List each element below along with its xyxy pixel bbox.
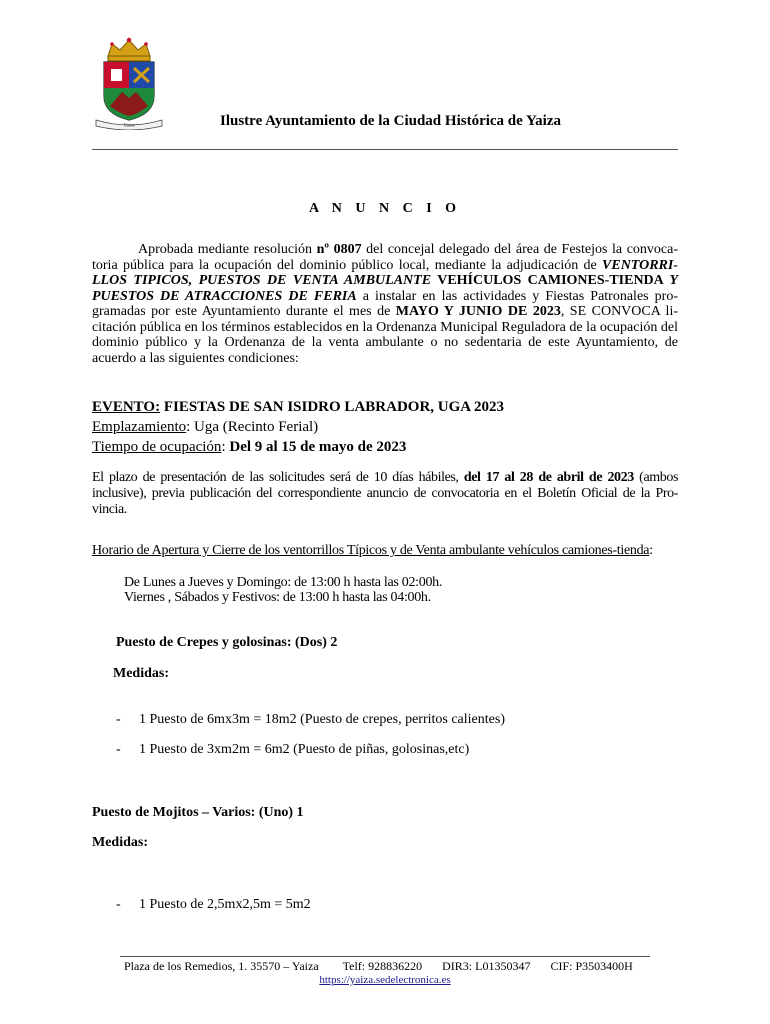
deadline-paragraph	[92, 470, 678, 518]
footer-address: Plaza de los Remedios, 1. 35570 – Yaiza	[124, 959, 319, 973]
deadline-dates: del 17 al 28 de abril de 2023	[463, 470, 634, 485]
resolution-number: nº 0807	[316, 242, 362, 257]
intro-italic-1: VENTORRI-LLOS TIPICOS, PUESTOS DE VENTA AMBULANTE	[92, 257, 678, 288]
time-colon: :	[221, 439, 230, 455]
coat-of-arms-logo	[92, 36, 166, 130]
footer-cif: CIF: P3503400H	[550, 959, 633, 973]
intro-italic-2: Y PUESTOS DE ATRACCIONES DE FERIA	[92, 273, 678, 304]
hours-heading-text: Horario de Apertura y Cierre de los ventorrillos Típicos y de Venta ambulante vehículos camiones-tienda	[92, 543, 650, 558]
location-label: Emplazamiento	[92, 419, 187, 435]
deadline-text-1: El plazo de presentación de las solicitudes será de 10 días hábiles,	[92, 470, 464, 485]
list-item: 1 Puesto de 2,5mx2,5m = 5m2	[139, 897, 311, 912]
notice-title: A N U N C I O	[308, 201, 462, 216]
shield-icon	[104, 62, 154, 120]
mojitos-measures-label: Medidas:	[92, 835, 148, 850]
list-item: 1 Puesto de 6mx3m = 18m2 (Puesto de crepes, perritos calientes)	[139, 712, 505, 727]
event-time	[92, 439, 406, 456]
event-location	[92, 419, 318, 436]
intro-bold-2: MAYO Y JUNIO DE 2023	[395, 304, 561, 319]
footer-url-link[interactable]: https://yaiza.sedelectronica.es	[319, 974, 451, 986]
list-bullet: -	[116, 897, 121, 912]
crepes-stall-title: Puesto de Crepes y golosinas: (Dos) 2	[116, 635, 338, 650]
crest-ribbon-text: Yaiza	[123, 123, 135, 129]
time-value: Del 9 al 15 de mayo de 2023	[229, 439, 407, 455]
deadline-text-2: (ambos inclusive), previa publicación del correspondiente anuncio de convocatoria en el Boletín Oficial de la Pro-vincia.	[92, 470, 678, 517]
hours-heading-colon: :	[649, 543, 653, 558]
hours-weekday: De Lunes a Jueves y Domingo: de 13:00 h hasta las 02:00h.	[124, 575, 443, 590]
header-divider	[92, 149, 678, 150]
intro-text-3: a instalar en las actividades y Fiestas Patronales pro-gramadas por este Ayuntamiento durante el mes de	[92, 288, 678, 319]
time-label: Tiempo de ocupación	[92, 439, 222, 455]
mojitos-stall-title: Puesto de Mojitos – Varios: (Uno) 1	[92, 805, 304, 820]
crepes-measures-label: Medidas:	[113, 666, 169, 681]
footer-dir3: DIR3: L01350347	[442, 959, 531, 973]
list-item: 1 Puesto de 3xm2m = 6m2 (Puesto de piñas, golosinas,etc)	[139, 742, 470, 757]
intro-text-4: , SE CONVOCA li-citación pública en los términos establecidos en la Ordenanza Municipal Reguladora de la ocupación del dominio público y la Ordenanza de la venta ambulante o no sedentaria de este Ayuntamiento, de acuerdo a las siguientes condiciones:	[92, 304, 678, 366]
event-name: FIESTAS DE SAN ISIDRO LABRADOR, UGA 2023	[160, 399, 505, 415]
crown-icon	[108, 38, 150, 61]
list-bullet: -	[116, 712, 121, 727]
ribbon-banner	[96, 120, 162, 130]
list-bullet: -	[116, 742, 121, 757]
event-label: EVENTO:	[92, 399, 161, 415]
hours-weekend: Viernes , Sábados y Festivos: de 13:00 h hasta las 04:00h.	[124, 590, 431, 605]
municipality-title: Ilustre Ayuntamiento de la Ciudad Histórica de Yaiza	[220, 113, 561, 129]
intro-text-2: del concejal delegado del área de Festejos la convoca-toria pública para la ocupación del dominio público local, mediante la adjudicación de	[92, 242, 679, 273]
footer-divider	[120, 956, 650, 957]
intro-paragraph	[92, 242, 678, 366]
intro-bold-1: VEHÍCULOS CAMIONES-TIENDA	[431, 273, 670, 288]
hours-heading	[92, 543, 678, 559]
footer-contact	[124, 959, 633, 974]
footer-phone: Telf: 928836220	[342, 959, 423, 973]
event-heading	[92, 399, 504, 416]
location-value: : Uga (Recinto Ferial)	[186, 419, 319, 435]
intro-text-1: Aprobada mediante resolución	[138, 242, 317, 257]
